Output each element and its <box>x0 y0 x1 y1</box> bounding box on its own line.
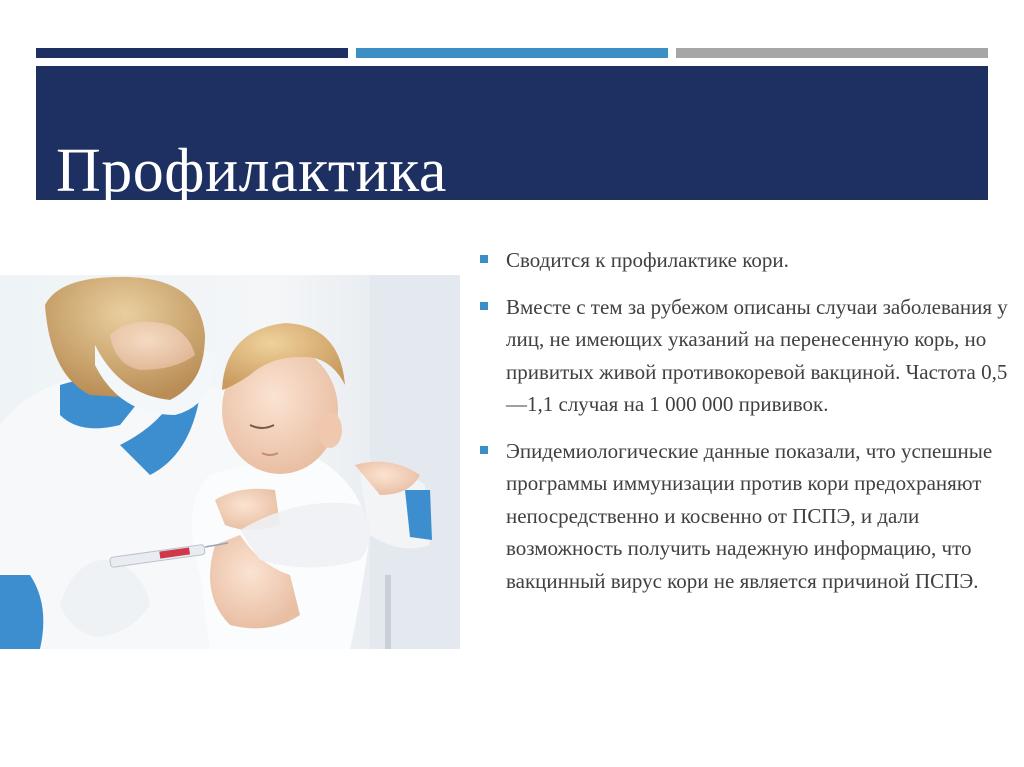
bullet-text: Эпидемиологические данные показали, что успешные программы иммунизации против кори предохраняют непосредственно и косвенно от ПСПЭ, и дали возможность получить надежную информацию, что вакцинный вирус кори не является причиной ПСПЭ. <box>506 438 993 593</box>
bullet-square-icon <box>480 446 488 454</box>
title-band <box>36 66 988 205</box>
bullet-text: Вместе с тем за рубежом описаны случаи заболевания у лиц, не имеющих указаний на перенесенную корь, но привитых живой противокоревой вакциной. Частота 0,5—1,1 случая на 1 000 000 прививок. <box>506 294 1008 416</box>
vaccination-photo <box>0 275 460 649</box>
bar-dark-blue <box>36 48 348 58</box>
bar-light-blue <box>356 48 668 58</box>
bar-gray <box>676 48 988 58</box>
bullet-list <box>478 244 1018 597</box>
content-area <box>478 244 1018 611</box>
bullet-square-icon <box>480 302 488 310</box>
bullet-text: Сводится к профилактике кори. <box>506 248 789 272</box>
bullet-item <box>478 435 1018 598</box>
bullet-square-icon <box>480 255 488 263</box>
bullet-item <box>478 244 1018 277</box>
bullet-item <box>478 291 1018 421</box>
decorative-bars <box>36 48 988 58</box>
slide-title: Профилактика <box>56 137 447 205</box>
vaccination-illustration <box>0 275 460 649</box>
